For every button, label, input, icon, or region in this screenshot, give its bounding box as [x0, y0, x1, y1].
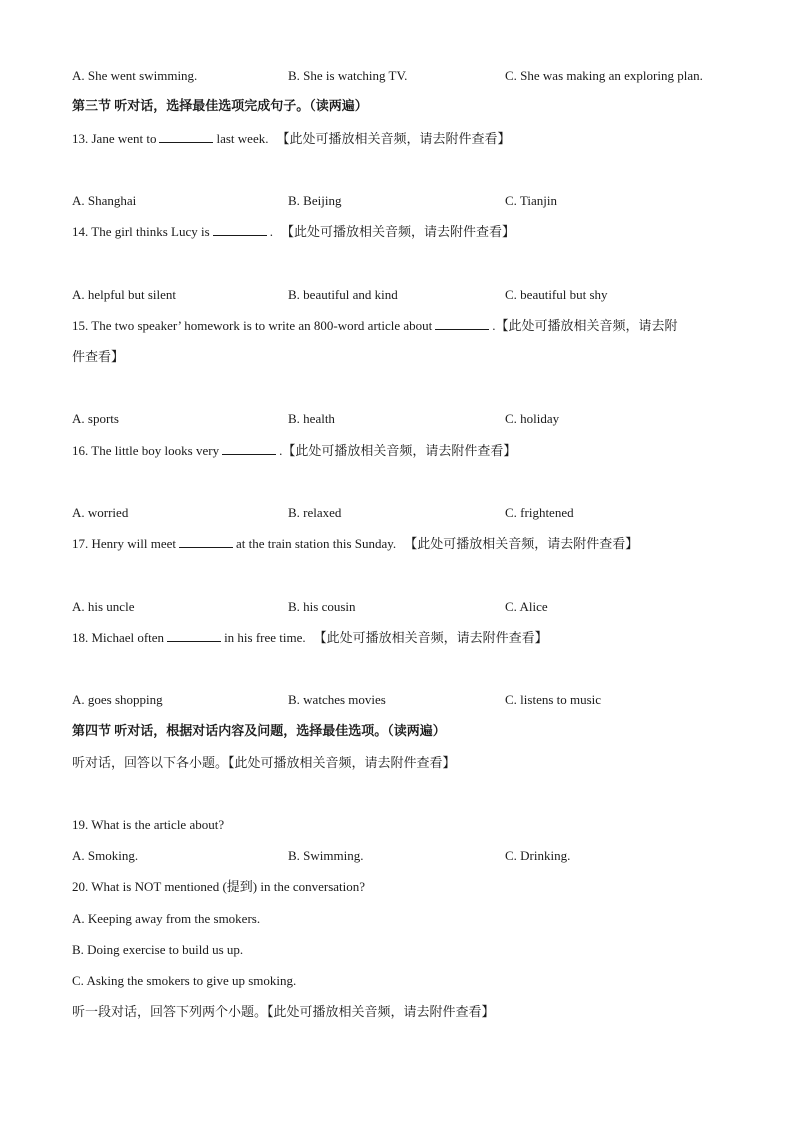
answer-blank: [167, 630, 221, 642]
q14-option-a: A. helpful but silent: [72, 287, 176, 302]
answer-blank: [179, 536, 233, 548]
q19-option-a: A. Smoking.: [72, 848, 139, 863]
audio-note: 【此处可播放相关音频，请去附件查看】: [313, 630, 548, 645]
q16-option-c: C. frightened: [505, 505, 574, 520]
question-17: [72, 535, 638, 553]
q13-option-c: C. Tianjin: [505, 193, 558, 208]
q13-text: 13. Jane went to: [72, 131, 157, 146]
q14-text-end: .: [269, 224, 273, 239]
q18-text: 18. Michael often: [72, 630, 165, 645]
q12-option-a: A. She went swimming.: [72, 68, 198, 83]
question-19: 19. What is the article about?: [72, 817, 225, 832]
q18-text-end: in his free time.: [224, 630, 306, 645]
section4-title: 第四节 听对话，根据对话内容及问题，选择最佳选项。（读两遍）: [72, 723, 446, 738]
q15-text: 15. The two speaker’ homework is to write an 800-word article about: [72, 318, 433, 333]
q17-option-a: A. his uncle: [72, 599, 135, 614]
q13-option-b: B. Beijing: [288, 193, 342, 208]
question-14: [72, 223, 515, 241]
q13-text-end: last week.: [216, 131, 269, 146]
answer-blank: [213, 224, 267, 236]
q12-option-c: C. She was making an exploring plan.: [505, 68, 703, 83]
q20-option-a: A. Keeping away from the smokers.: [72, 911, 261, 926]
q14-text: 14. The girl thinks Lucy is: [72, 224, 210, 239]
q13-option-a: A. Shanghai: [72, 193, 137, 208]
q16-option-a: A. worried: [72, 505, 129, 520]
q12-option-b: B. She is watching TV.: [288, 68, 408, 83]
q16-text: 16. The little boy looks very: [72, 443, 220, 458]
q19-option-b: B. Swimming.: [288, 848, 364, 863]
question-15-continued: 件查看】: [72, 349, 125, 364]
q16-text-end: .【此处可播放相关音频，请去附件查看】: [279, 443, 517, 458]
q15-option-b: B. health: [288, 411, 335, 426]
answer-blank: [222, 443, 276, 455]
question-13: [72, 130, 510, 148]
q15-text-end: .【此处可播放相关音频，请去附: [492, 318, 678, 333]
q19-option-c: C. Drinking.: [505, 848, 571, 863]
question-15: [72, 317, 678, 335]
dialogue-intro-1: 听对话，回答以下各小题。【此处可播放相关音频，请去附件查看】: [72, 755, 456, 770]
dialogue-intro-2: 听一段对话，回答下列两个小题。【此处可播放相关音频，请去附件查看】: [72, 1004, 495, 1019]
q17-option-b: B. his cousin: [288, 599, 356, 614]
question-18: [72, 629, 548, 647]
question-16: [72, 442, 516, 460]
answer-blank: [435, 318, 489, 330]
q18-option-a: A. goes shopping: [72, 692, 163, 707]
audio-note: 【此处可播放相关音频，请去附件查看】: [280, 224, 515, 239]
q16-option-b: B. relaxed: [288, 505, 342, 520]
audio-note: 【此处可播放相关音频，请去附件查看】: [276, 131, 511, 146]
answer-blank: [159, 131, 213, 143]
question-20: 20. What is NOT mentioned (提到) in the conversation?: [72, 879, 366, 894]
q14-option-b: B. beautiful and kind: [288, 287, 398, 302]
q17-option-c: C. Alice: [505, 599, 548, 614]
q14-option-c: C. beautiful but shy: [505, 287, 608, 302]
q20-option-c: C. Asking the smokers to give up smoking.: [72, 973, 297, 988]
q15-option-c: C. holiday: [505, 411, 560, 426]
q17-text: 17. Henry will meet: [72, 536, 176, 551]
audio-note: 【此处可播放相关音频，请去附件查看】: [404, 536, 639, 551]
q20-option-b: B. Doing exercise to build us up.: [72, 942, 244, 957]
q15-option-a: A. sports: [72, 411, 119, 426]
section3-title: 第三节 听对话，选择最佳选项完成句子。（读两遍）: [72, 98, 368, 113]
q18-option-c: C. listens to music: [505, 692, 602, 707]
q18-option-b: B. watches movies: [288, 692, 386, 707]
q17-text-end: at the train station this Sunday.: [235, 536, 397, 551]
